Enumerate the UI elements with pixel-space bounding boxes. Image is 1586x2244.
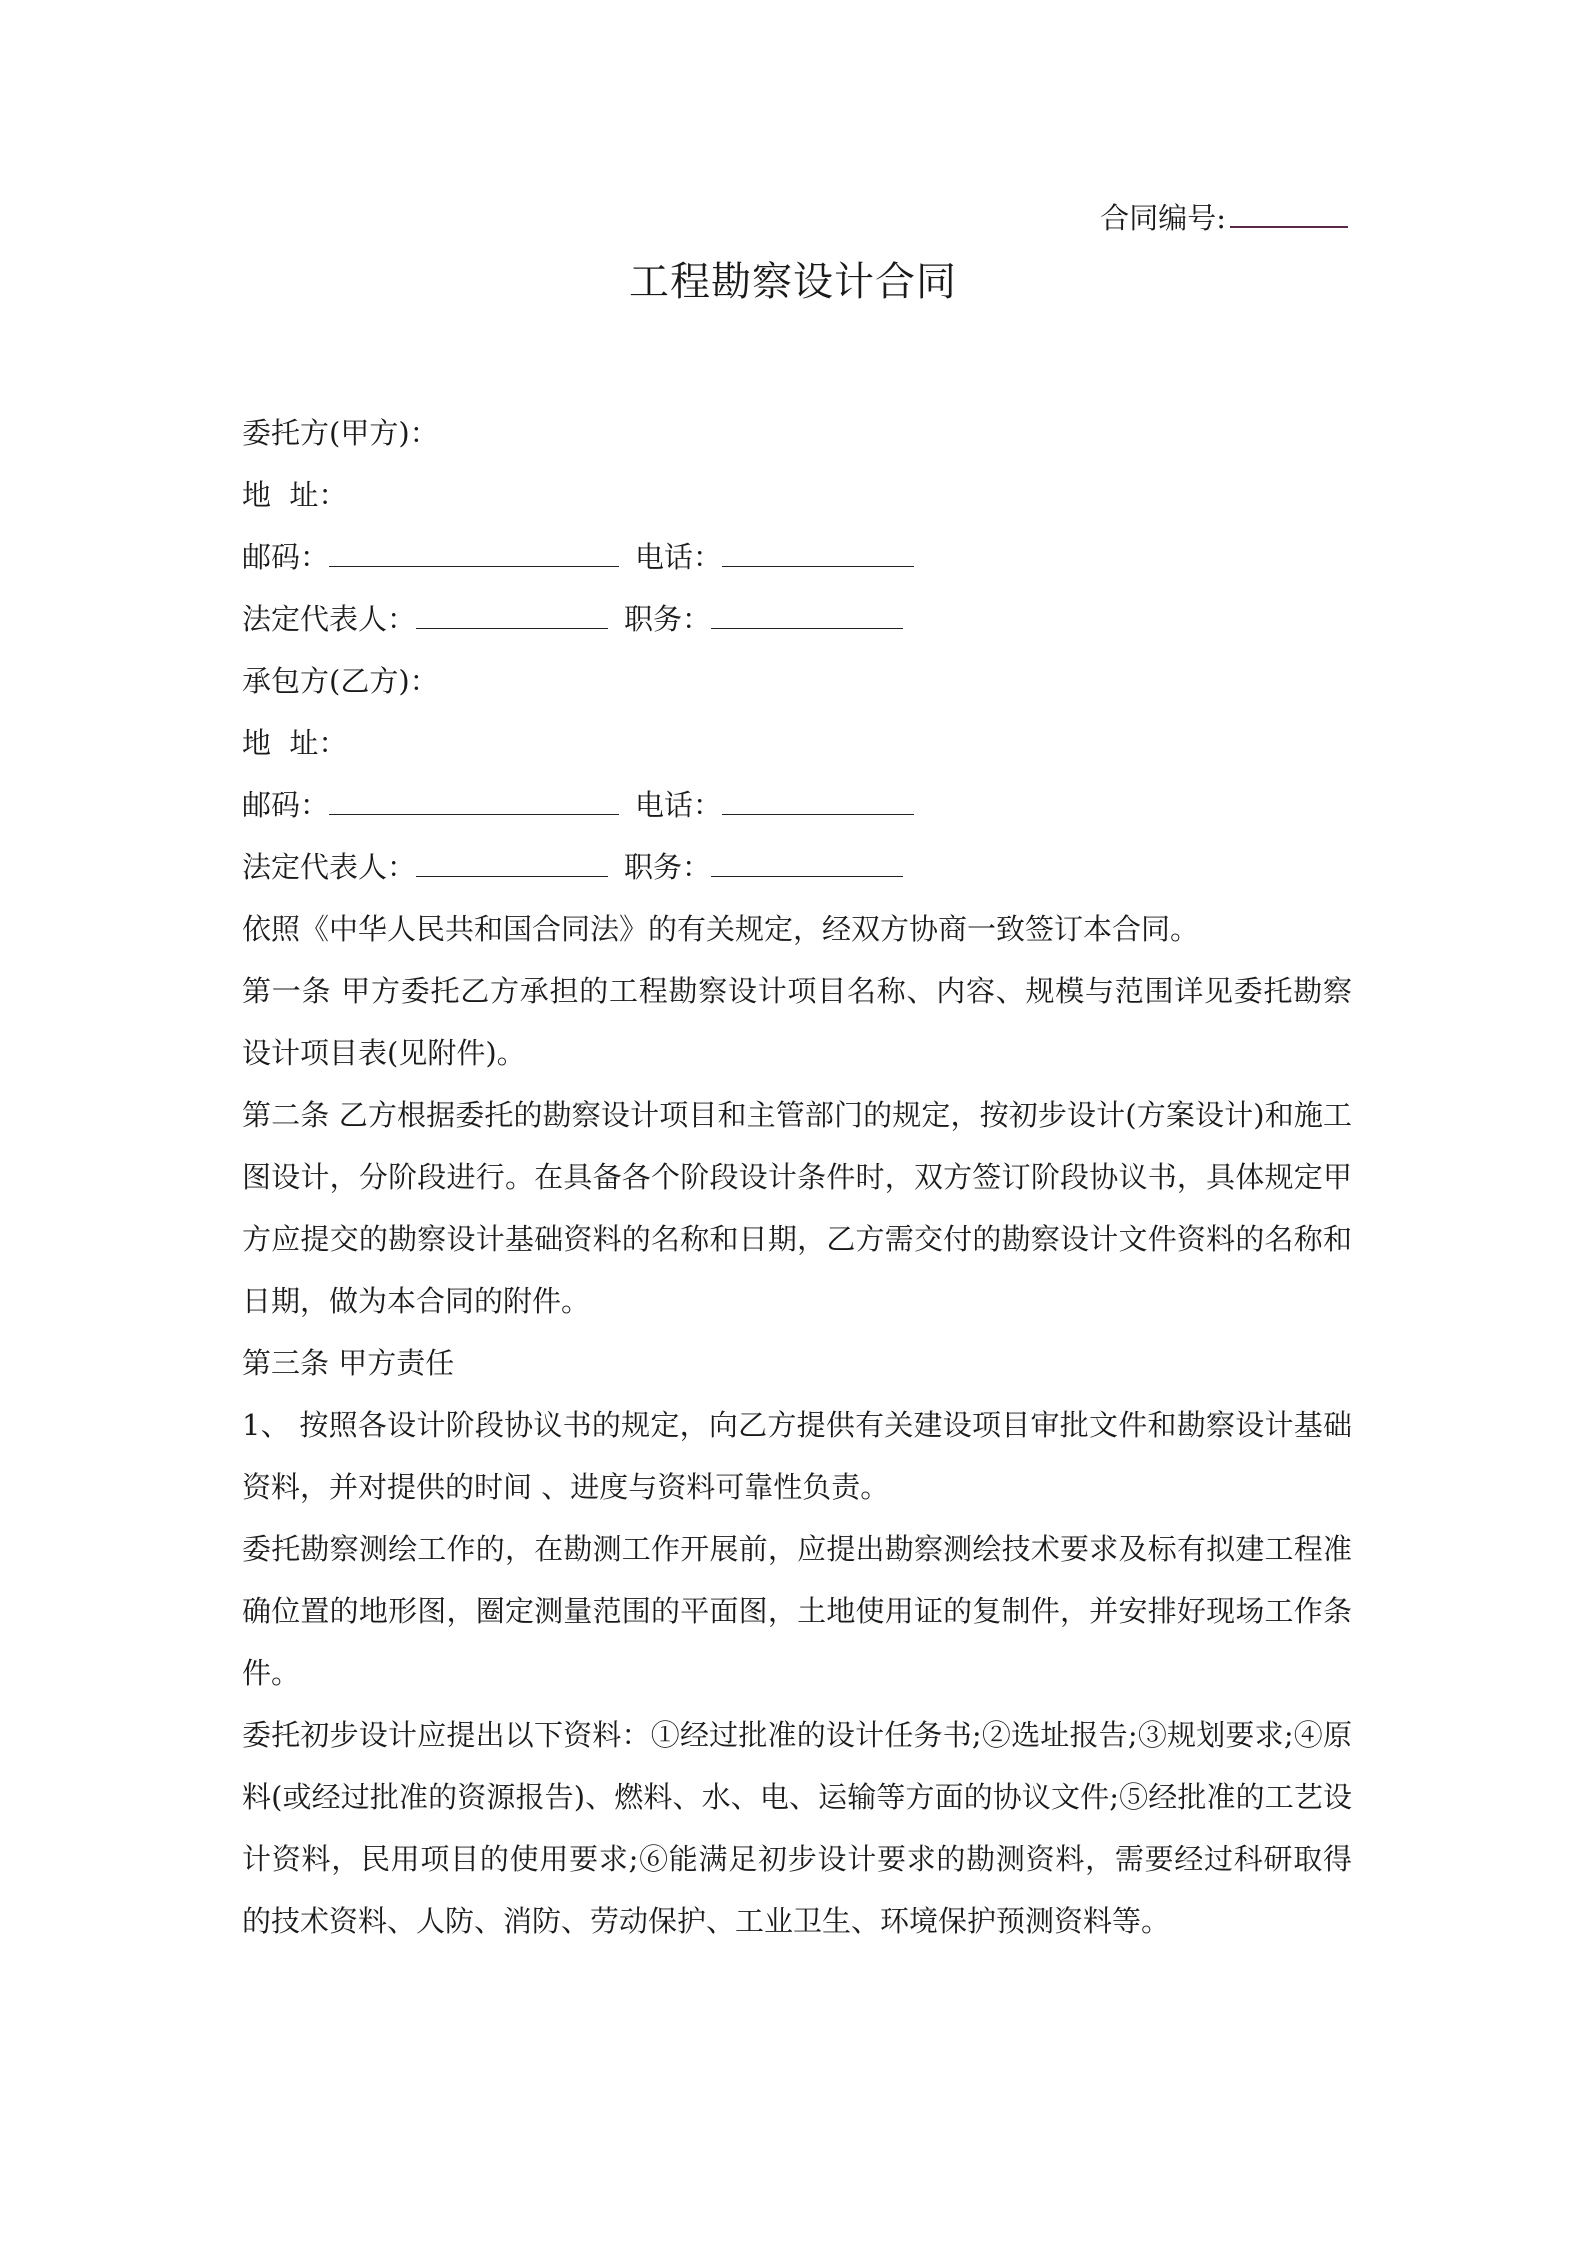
contract-number-label: 合同编号: [1100, 201, 1226, 235]
party-b-postcode-blank [329, 780, 619, 815]
party-a-postcode-phone-row [242, 526, 1352, 588]
contract-number [1100, 196, 1348, 238]
party-a-address [242, 464, 1352, 526]
party-a-rep-label: 法定代表人： [242, 602, 417, 636]
party-b-position-blank [711, 842, 903, 877]
party-b-label: 承包方(乙方)： [242, 664, 439, 698]
party-b-rep-blank [416, 842, 608, 877]
party-a-postcode-label: 邮码： [242, 540, 330, 574]
survey-paragraph: 委托勘察测绘工作的，在勘测工作开展前，应提出勘察测绘技术要求及标有拟建工程准确位置的地形图，圈定测量范围的平面图，土地使用证的复制件，并安排好现场工作条件。 [242, 1532, 1352, 1690]
article-2-paragraph: 第二条 乙方根据委托的勘察设计项目和主管部门的规定，按初步设计(方案设计)和施工图设计，分阶段进行。在具备各个阶段设计条件时，双方签订阶段协议书，具体规定甲方应提交的勘察设计基础资料的名称和日期，乙方需交付的勘察设计文件资料的名称和日期，做为本合同的附件。 [242, 1098, 1352, 1318]
party-b-rep-position-row [242, 836, 1352, 898]
party-b-address-label: 地 址： [242, 726, 348, 760]
party-a-postcode-blank [329, 532, 619, 567]
article-1-paragraph: 第一条 甲方委托乙方承担的工程勘察设计项目名称、内容、规模与范围详见委托勘察设计项目表(见附件)。 [242, 974, 1352, 1070]
party-b-postcode-label: 邮码： [242, 788, 330, 822]
party-a-label: 委托方(甲方)： [242, 416, 439, 450]
party-a-phone-label: 电话： [635, 540, 723, 574]
contract-number-blank [1230, 196, 1348, 228]
party-b-phone-label: 电话： [635, 788, 723, 822]
contract-body [242, 402, 1352, 1952]
preliminary-design-paragraph: 委托初步设计应提出以下资料：①经过批准的设计任务书;②选址报告;③规划要求;④原料(或经过批准的资源报告)、燃料、水、电、运输等方面的协议文件;⑤经批准的工艺设计资料，民用项目的使用要求;⑥能满足初步设计要求的勘测资料，需要经过科研取得的技术资料、人防、消防、劳动保护、工业卫生、环境保护预测资料等。 [242, 1718, 1352, 1938]
party-a-rep-position-row [242, 588, 1352, 650]
party-a-position-blank [711, 594, 903, 629]
party-a-phone-blank [722, 532, 914, 567]
article-3-item-1: 1、 按照各设计阶段协议书的规定，向乙方提供有关建设项目审批文件和勘察设计基础资料，并对提供的时间 、进度与资料可靠性负责。 [242, 1408, 1352, 1504]
preamble-paragraph: 依照《中华人民共和国合同法》的有关规定，经双方协商一致签订本合同。 [242, 912, 1200, 946]
party-b-rep-label: 法定代表人： [242, 850, 417, 884]
party-a-address-label: 地 址： [242, 478, 348, 512]
party-b-position-label: 职务： [624, 850, 712, 884]
party-a-position-label: 职务： [624, 602, 712, 636]
article-3-title: 第三条 甲方责任 [242, 1346, 455, 1380]
party-b-address [242, 712, 1352, 774]
party-b-phone-blank [722, 780, 914, 815]
party-a-rep-blank [416, 594, 608, 629]
party-b-postcode-phone-row [242, 774, 1352, 836]
document-title: 工程勘察设计合同 [629, 259, 957, 305]
